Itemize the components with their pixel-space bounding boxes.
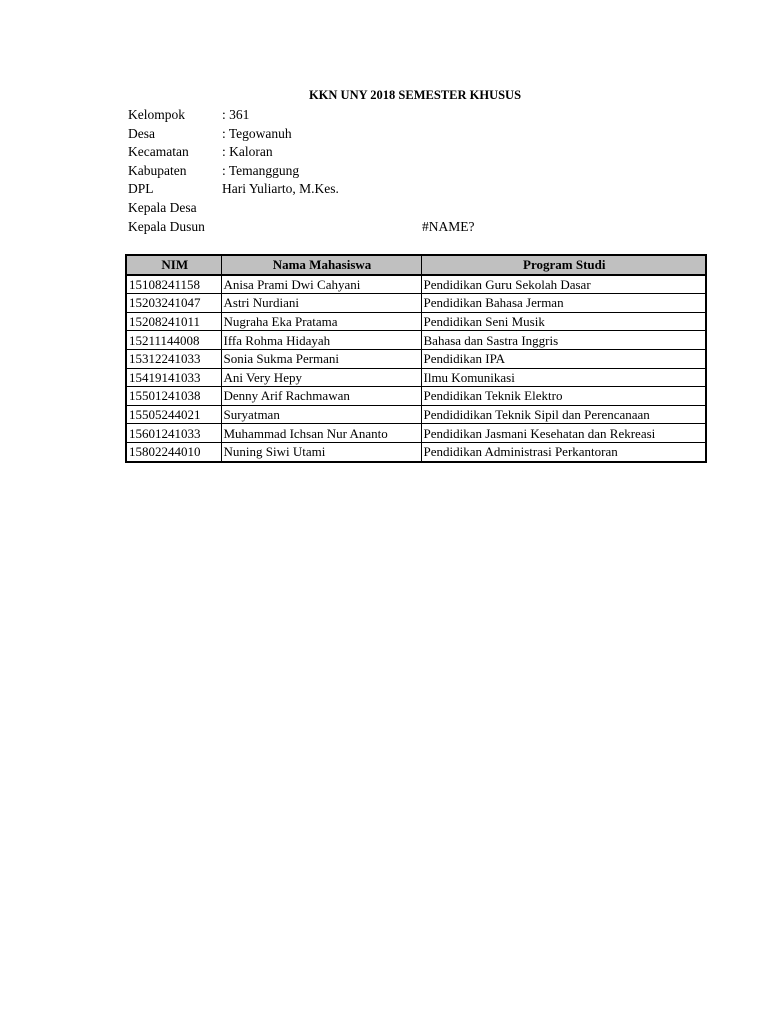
- cell-nim: 15312241033: [126, 349, 221, 368]
- table-row: [126, 442, 706, 461]
- cell-name: Iffa Rohma Hidayah: [221, 331, 421, 350]
- cell-nim: 15419141033: [126, 368, 221, 387]
- cell-nim: 15802244010: [126, 442, 221, 461]
- cell-prodi: Bahasa dan Sastra Inggris: [421, 331, 706, 350]
- table-row: [126, 349, 706, 368]
- cell-prodi: Pendidikan IPA: [421, 349, 706, 368]
- table-row: [126, 424, 706, 443]
- header-nim: NIM: [126, 255, 221, 275]
- info-label: Kepala Desa: [128, 199, 197, 215]
- info-label: Kepala Dusun: [128, 218, 205, 234]
- info-extra: #NAME?: [422, 218, 475, 234]
- cell-prodi: Pendidikan Seni Musik: [421, 312, 706, 331]
- cell-name: Sonia Sukma Permani: [221, 349, 421, 368]
- info-value: Hari Yuliarto, M.Kes.: [222, 181, 339, 197]
- header-program-studi: Program Studi: [421, 255, 706, 275]
- cell-prodi: Pendidikan Jasmani Kesehatan dan Rekreasi: [421, 424, 706, 443]
- table-header-row: [126, 255, 706, 275]
- info-label: Kecamatan: [128, 144, 189, 160]
- table-row: [126, 368, 706, 387]
- cell-nim: 15208241011: [126, 312, 221, 331]
- cell-prodi: Pendididikan Teknik Sipil dan Perencanaan: [421, 405, 706, 424]
- table-row: [126, 275, 706, 294]
- info-value: : Kaloran: [222, 144, 273, 160]
- info-label: DPL: [128, 181, 154, 197]
- cell-nim: 15203241047: [126, 294, 221, 313]
- cell-name: Muhammad Ichsan Nur Ananto: [221, 424, 421, 443]
- table-row: [126, 331, 706, 350]
- cell-prodi: Pendidikan Teknik Elektro: [421, 387, 706, 406]
- cell-name: Anisa Prami Dwi Cahyani: [221, 275, 421, 294]
- info-label: Kelompok: [128, 107, 185, 122]
- cell-nim: 15601241033: [126, 424, 221, 443]
- table-row: [126, 387, 706, 406]
- table-row: [126, 405, 706, 424]
- cell-prodi: Pendidikan Guru Sekolah Dasar: [421, 275, 706, 294]
- info-label: Kabupaten: [128, 162, 187, 178]
- cell-name: Nuning Siwi Utami: [221, 442, 421, 461]
- cell-prodi: Pendidikan Bahasa Jerman: [421, 294, 706, 313]
- cell-nim: 15108241158: [126, 275, 221, 294]
- cell-name: Astri Nurdiani: [221, 294, 421, 313]
- header-nama-mahasiswa: Nama Mahasiswa: [221, 255, 421, 275]
- info-value: : Temanggung: [222, 162, 300, 178]
- cell-name: Denny Arif Rachmawan: [221, 387, 421, 406]
- cell-nim: 15505244021: [126, 405, 221, 424]
- info-label: Desa: [128, 125, 155, 141]
- cell-prodi: Pendidikan Administrasi Perkantoran: [421, 442, 706, 461]
- cell-name: Suryatman: [221, 405, 421, 424]
- cell-nim: 15501241038: [126, 387, 221, 406]
- table-row: [126, 312, 706, 331]
- students-table: [125, 254, 707, 463]
- table-row: [126, 294, 706, 313]
- cell-prodi: Ilmu Komunikasi: [421, 368, 706, 387]
- info-value: : Tegowanuh: [222, 125, 292, 141]
- cell-name: Nugraha Eka Pratama: [221, 312, 421, 331]
- cell-name: Ani Very Hepy: [221, 368, 421, 387]
- info-value: : 361: [222, 107, 250, 122]
- page-title: KKN UNY 2018 SEMESTER KHUSUS: [308, 88, 522, 102]
- cell-nim: 15211144008: [126, 331, 221, 350]
